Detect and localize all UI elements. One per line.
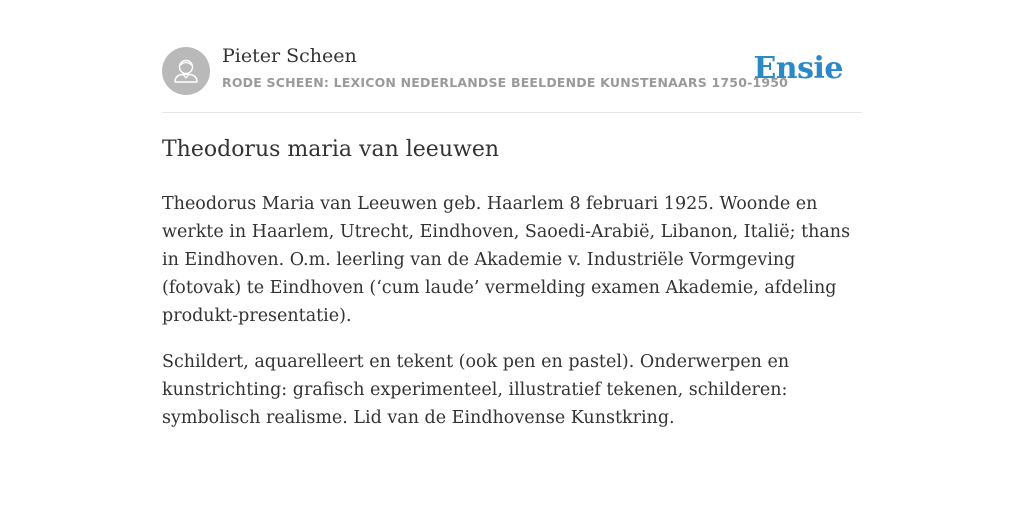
user-avatar-icon[interactable]	[162, 47, 210, 95]
entry-paragraph: Schildert, aquarelleert en tekent (ook pen en pastel). Onderwerpen en kunstrichting: grafisch experimenteel, illustratief tekenen, schilderen: symbolisch realisme. Lid van de Eindhovense Kunstkring.	[162, 352, 790, 428]
source-title[interactable]: RODE SCHEEN: LEXICON NEDERLANDSE BEELDENDE KUNSTENAARS 1750-1950	[222, 75, 789, 90]
content-card	[162, 0, 862, 428]
entry-title: Theodorus maria van leeuwen	[162, 137, 500, 162]
entry-paragraph: Theodorus Maria van Leeuwen geb. Haarlem 8 februari 1925. Woonde en werkte in Haarlem, Utrecht, Eindhoven, Saoedi-Arabië, Libanon, Italië; thans in Eindhoven. O.m. leerling van de Akademie v. Industriële Vormgeving (fotovak) te Eindhoven (‘cum laude’ vermelding examen Akademie, afdeling produkt-presentatie).	[162, 194, 851, 326]
entry-body	[162, 190, 862, 450]
ensie-logo[interactable]: Ensie	[753, 51, 843, 86]
entry-header	[162, 0, 862, 113]
author-name[interactable]: Pieter Scheen	[222, 45, 357, 67]
